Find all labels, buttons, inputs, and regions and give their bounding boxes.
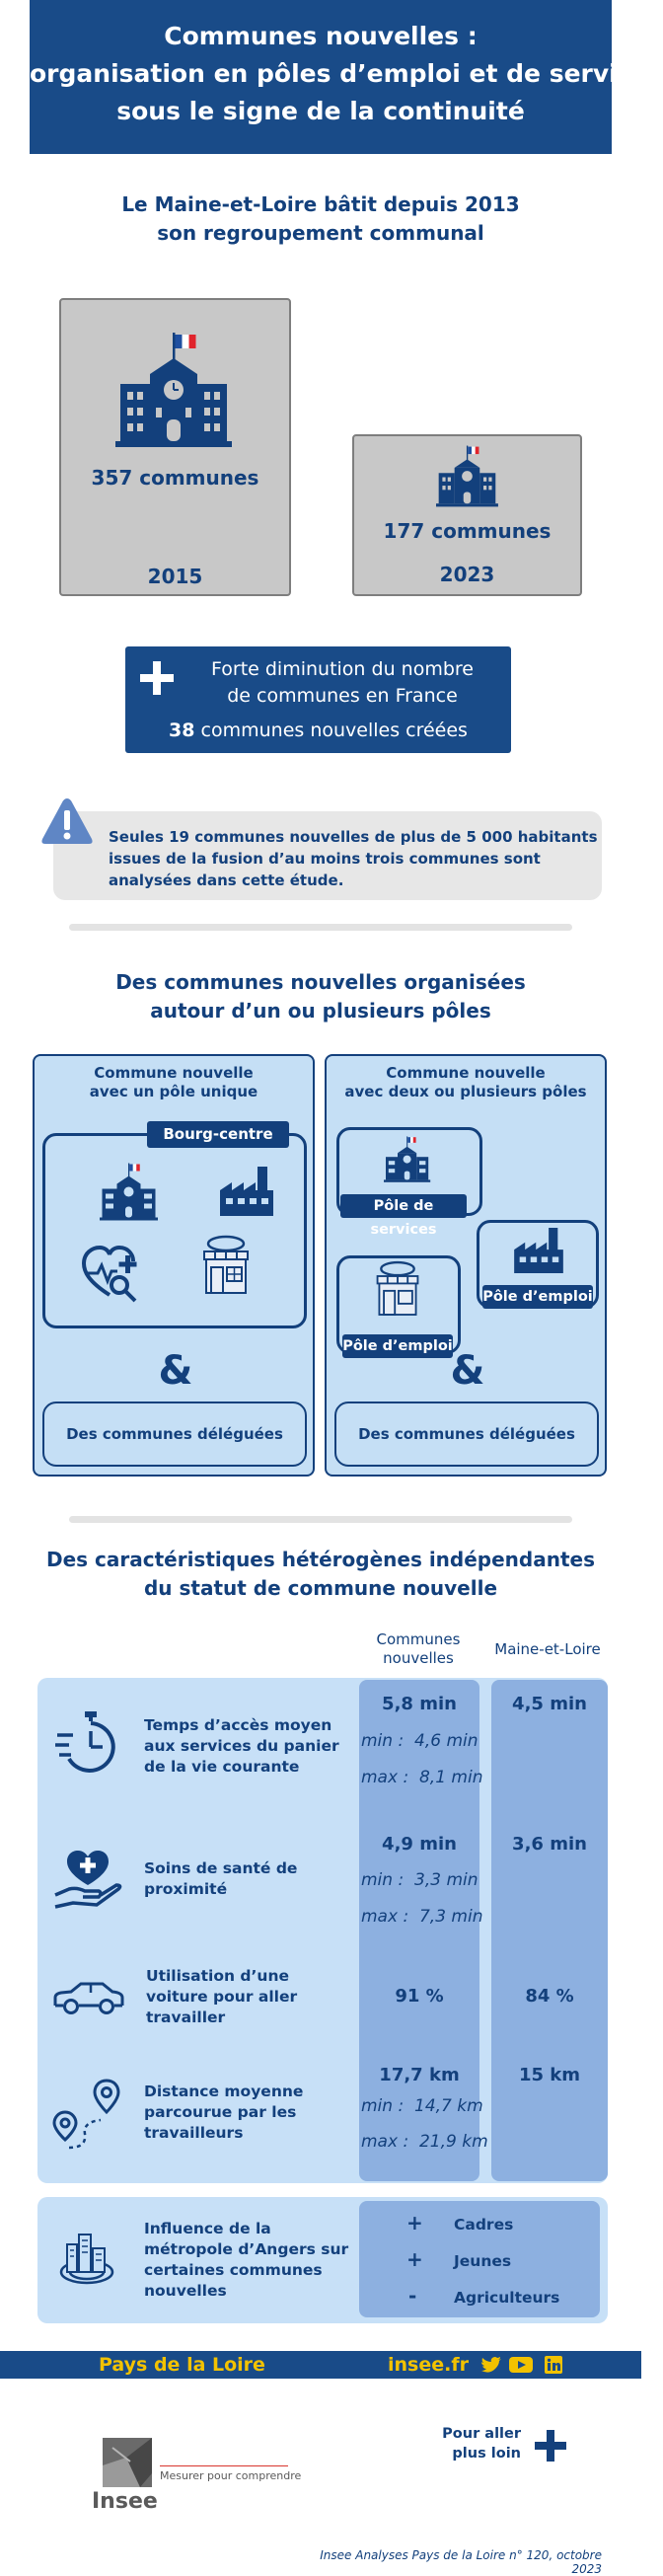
- row-soins-label: [144, 1858, 297, 1900]
- pour-aller-line-2: plus loin: [452, 2446, 521, 2462]
- footer-site-link[interactable]: insee.fr: [388, 2354, 469, 2376]
- influence-text: Cadres: [454, 2216, 514, 2234]
- header-line-3: sous le signe de la continuité: [116, 97, 525, 125]
- max-value: 8,1 min: [418, 1768, 483, 1787]
- min-value: 14,7 km: [414, 2096, 483, 2116]
- row-temps-acces-min: [361, 1731, 479, 1751]
- town-hall-icon: [100, 1163, 159, 1222]
- min-label: min :: [361, 1870, 405, 1890]
- twitter-icon[interactable]: [481, 2357, 501, 2373]
- organisation-heading: [0, 968, 641, 1025]
- influence-sign: +: [406, 2211, 423, 2235]
- characteristics-heading: [0, 1546, 641, 1603]
- row-soins-min: [361, 1870, 479, 1890]
- panel-plusieurs-poles: [325, 1054, 607, 1477]
- nouvelles-creees: [125, 720, 511, 741]
- row-voiture-ml-value: 84 %: [525, 1986, 574, 2007]
- warning-text: [109, 826, 598, 891]
- warning-box: [53, 811, 602, 900]
- diminution-line-1: Forte diminution du nombre: [211, 658, 474, 680]
- header-line-2: organisation en pôles d’emploi et de services: [30, 59, 663, 88]
- influence-text: Jeunes: [454, 2252, 512, 2270]
- row-distance-line-2: parcourue par les: [144, 2103, 297, 2121]
- influence-item-jeunes: [406, 2247, 594, 2284]
- row-distance-cn-value: 17,7 km: [379, 2065, 460, 2085]
- characteristics-line-2: du statut de commune nouvelle: [143, 1576, 498, 1600]
- separator: [69, 1516, 572, 1523]
- card-2015-year: 2015: [147, 565, 203, 588]
- max-label: max :: [361, 1907, 409, 1927]
- regroupement-line-1: Le Maine-et-Loire bâtit depuis 2013: [121, 192, 520, 216]
- publication-citation: Insee Analyses Pays de la Loire n° 120, octobre 2023: [320, 2548, 602, 2576]
- warning-line-1: Seules 19 communes nouvelles de plus de 5 000 habitants: [109, 828, 598, 846]
- health-hand-icon: [53, 1846, 122, 1911]
- ampersand: &: [158, 1348, 193, 1394]
- row-distance-line-1: Distance moyenne: [144, 2083, 304, 2100]
- stopwatch-icon: [55, 1709, 120, 1775]
- panel-plusieurs-poles-title-1: Commune nouvelle: [386, 1064, 546, 1082]
- factory-icon: [514, 1228, 563, 1273]
- influence-text: Agriculteurs: [454, 2289, 560, 2307]
- row-distance-ml-value: 15 km: [518, 2065, 581, 2085]
- row-voiture-cn-value: 91 %: [395, 1986, 444, 2007]
- pole-emploi-shop-label: Pôle d’emploi: [342, 1334, 453, 1358]
- row-voiture-line-2: voiture pour aller: [146, 1988, 298, 2006]
- column-maine-et-loire: [491, 1680, 608, 2181]
- max-label: max :: [361, 2132, 409, 2152]
- row-temps-acces-cn-value: 5,8 min: [382, 1694, 457, 1714]
- footer-region: Pays de la Loire: [99, 2354, 265, 2376]
- column-header-maine-et-loire: Maine-et-Loire: [494, 1640, 601, 1658]
- row-soins-cn-value: 4,9 min: [382, 1834, 457, 1855]
- panel-plusieurs-poles-title-2: avec deux ou plusieurs pôles: [344, 1083, 587, 1100]
- influence-line-1: Influence de la: [144, 2220, 271, 2237]
- organisation-line-1: Des communes nouvelles organisées: [115, 970, 526, 994]
- town-hall-icon: [115, 333, 234, 449]
- row-temps-acces-line-2: aux services du panier: [144, 1737, 339, 1755]
- column-header-communes-nouvelles: [359, 1630, 478, 1668]
- shop-icon: [372, 1259, 423, 1319]
- nouvelles-suffix: communes nouvelles créées: [194, 720, 468, 741]
- min-label: min :: [361, 1731, 405, 1751]
- page-header: [30, 0, 663, 154]
- row-soins-max: [361, 1907, 482, 1927]
- min-label: min :: [361, 2096, 405, 2116]
- influence-sign: -: [408, 2284, 417, 2308]
- warning-line-2: issues de la fusion d’au moins trois communes sont: [109, 850, 541, 868]
- row-temps-acces-label: [144, 1715, 339, 1778]
- town-hall-icon: [384, 1135, 431, 1184]
- communes-deleguees-box: Des communes déléguées: [42, 1402, 307, 1467]
- shop-icon: [198, 1234, 254, 1297]
- card-2023: [352, 434, 582, 596]
- column-header-cn-1: Communes: [376, 1630, 461, 1648]
- pole-emploi-factory-label: Pôle d’emploi: [482, 1285, 593, 1309]
- card-2015-count: 357 communes: [91, 466, 259, 490]
- diminution-line-2: de communes en France: [227, 685, 458, 707]
- linkedin-icon[interactable]: [545, 2356, 562, 2374]
- influence-line-2: métropole d’Angers sur: [144, 2240, 349, 2258]
- panel-pole-unique-title: [35, 1064, 313, 1101]
- influence-list: [406, 2211, 594, 2320]
- nouvelles-count: 38: [169, 720, 195, 741]
- route-pins-icon: [51, 2077, 122, 2152]
- card-2023-year: 2023: [439, 563, 495, 586]
- row-temps-acces-ml-value: 4,5 min: [512, 1694, 587, 1714]
- health-heart-icon: [80, 1244, 143, 1303]
- panel-pole-unique-title-2: avec un pôle unique: [89, 1083, 258, 1100]
- plus-icon[interactable]: [535, 2430, 566, 2462]
- row-voiture-line-3: travailler: [146, 2008, 226, 2026]
- insee-tagline: Mesurer pour comprendre: [160, 2469, 302, 2482]
- row-soins-ml-value: 3,6 min: [512, 1834, 587, 1855]
- warning-icon: [39, 796, 95, 847]
- influence-label: [144, 2219, 348, 2302]
- town-hall-icon: [436, 445, 499, 508]
- row-distance-max: [361, 2132, 488, 2152]
- tagline-rule: [160, 2465, 288, 2466]
- card-2023-count: 177 communes: [383, 519, 552, 543]
- insee-logo-text: Insee: [92, 2489, 158, 2514]
- panel-plusieurs-poles-title: [327, 1064, 605, 1101]
- row-temps-acces-line-3: de la vie courante: [144, 1758, 300, 1776]
- min-value: 4,6 min: [414, 1731, 479, 1751]
- regroupement-heading: [0, 190, 641, 248]
- row-temps-acces-max: [361, 1768, 482, 1787]
- footer-bar: [0, 2351, 641, 2379]
- pour-aller-line-1: Pour aller: [442, 2426, 521, 2442]
- city-target-icon: [59, 2231, 114, 2286]
- column-header-cn-2: nouvelles: [383, 1649, 454, 1667]
- row-soins-line-2: proximité: [144, 1880, 228, 1898]
- row-distance-line-3: travailleurs: [144, 2124, 244, 2142]
- panel-pole-unique-title-1: Commune nouvelle: [94, 1064, 254, 1082]
- influence-item-agriculteurs: [406, 2284, 594, 2320]
- influence-item-cadres: [406, 2211, 594, 2247]
- separator: [69, 924, 572, 931]
- max-label: max :: [361, 1768, 409, 1787]
- max-value: 21,9 km: [418, 2132, 488, 2152]
- regroupement-line-2: son regroupement communal: [157, 221, 484, 245]
- diminution-box: [125, 646, 511, 753]
- communes-deleguees-box: Des communes déléguées: [334, 1402, 599, 1467]
- influence-line-3: certaines communes: [144, 2261, 323, 2279]
- youtube-icon[interactable]: [509, 2357, 533, 2373]
- row-temps-acces-line-1: Temps d’accès moyen: [144, 1716, 332, 1734]
- min-value: 3,3 min: [414, 1870, 479, 1890]
- row-voiture-label: [146, 1966, 297, 2028]
- characteristics-line-1: Des caractéristiques hétérogènes indépendantes: [45, 1548, 595, 1571]
- pour-aller-plus-loin-link[interactable]: [414, 2424, 521, 2463]
- plus-icon: [140, 661, 174, 695]
- bourg-centre-label: Bourg-centre: [147, 1121, 289, 1148]
- card-2015: [59, 298, 291, 596]
- factory-icon: [220, 1167, 273, 1216]
- diminution-text: [184, 656, 500, 710]
- row-voiture-line-1: Utilisation d’une: [146, 1967, 289, 1985]
- max-value: 7,3 min: [418, 1907, 483, 1927]
- row-distance-min: [361, 2096, 483, 2116]
- car-icon: [51, 1980, 126, 2015]
- influence-line-4: nouvelles: [144, 2282, 227, 2300]
- influence-sign: +: [406, 2247, 423, 2271]
- warning-line-3: analysées dans cette étude.: [109, 871, 344, 889]
- insee-logo-icon: [103, 2438, 152, 2487]
- header-line-1: Communes nouvelles :: [164, 22, 478, 50]
- panel-pole-unique: [33, 1054, 315, 1477]
- organisation-line-2: autour d’un ou plusieurs pôles: [150, 999, 491, 1023]
- pole-services-label: Pôle de services: [340, 1194, 467, 1218]
- row-soins-line-1: Soins de santé de: [144, 1859, 298, 1877]
- ampersand: &: [450, 1348, 485, 1394]
- row-distance-label: [144, 2082, 303, 2144]
